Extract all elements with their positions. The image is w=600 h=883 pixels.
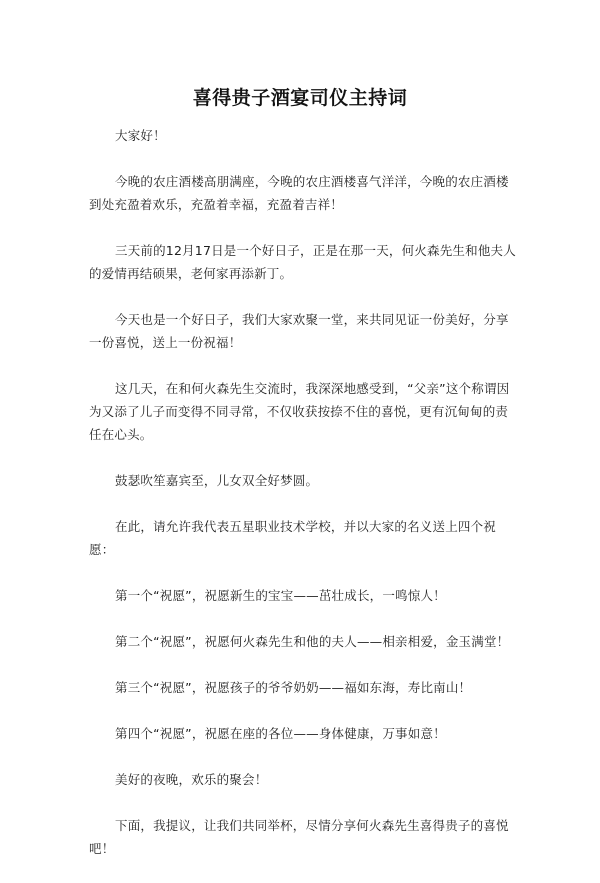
paragraph: 三天前的12月17日是一个好日子，正是在那一天，何火森先生和他夫人的爱情再结硕果，老何家再添新丁。 <box>89 243 516 281</box>
wish-item: 第三个“祝愿”，祝愿孩子的爷爷奶奶——福如东海，寿比南山！ <box>115 680 472 695</box>
paragraph: 今晚的农庄酒楼高朋满座，今晚的农庄酒楼喜气洋洋，今晚的农庄酒楼到处充盈着欢乐，充盈着幸福，充盈着吉祥！ <box>89 174 509 212</box>
paragraph: 鼓瑟吹笙嘉宾至，儿女双全好梦圆。 <box>115 473 319 488</box>
paragraph: 今天也是一个好日子，我们大家欢聚一堂，来共同见证一份美好，分享一份喜悦，送上一份祝福！ <box>89 312 509 350</box>
paragraph-closing: 下面，我提议，让我们共同举杯，尽情分享何火森先生喜得贵子的喜悦吧！ <box>89 818 509 856</box>
paragraph: 在此，请允许我代表五星职业技术学校，并以大家的名义送上四个祝愿： <box>89 519 497 557</box>
paragraph: 美好的夜晚，欢乐的聚会！ <box>115 772 268 787</box>
wish-item: 第四个“祝愿”，祝愿在座的各位——身体健康，万事如意！ <box>115 726 446 741</box>
document-body <box>89 124 519 883</box>
page-title: 喜得贵子酒宴司仪主持词 <box>192 87 408 109</box>
paragraph: 这几天，在和何火森先生交流时，我深深地感受到，“父亲”这个称谓因为又添了儿子而变得不同寻常，不仅收获按捺不住的喜悦，更有沉甸甸的责任在心头。 <box>89 381 510 442</box>
wish-item: 第一个“祝愿”，祝愿新生的宝宝——茁壮成长，一鸣惊人！ <box>115 588 446 603</box>
paragraph-greeting: 大家好！ <box>115 128 166 143</box>
wish-item: 第二个“祝愿”，祝愿何火森先生和他的夫人——相亲相爱，金玉满堂！ <box>115 634 510 649</box>
